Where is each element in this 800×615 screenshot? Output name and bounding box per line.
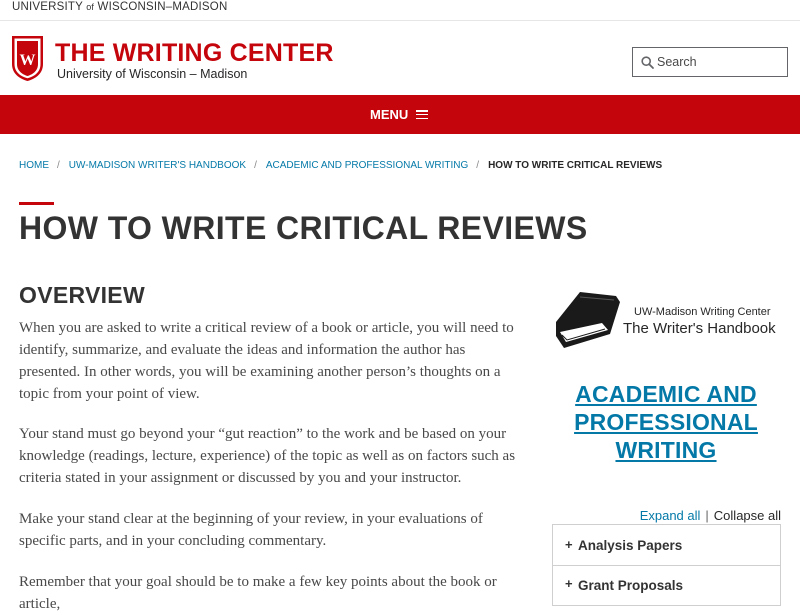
page-title: HOW TO WRITE CRITICAL REVIEWS — [19, 210, 588, 246]
search-input[interactable] — [657, 51, 783, 73]
site-title[interactable]: THE WRITING CENTER — [55, 39, 334, 67]
plus-icon: + — [565, 576, 573, 591]
search-icon[interactable] — [641, 56, 654, 69]
academic-professional-writing-link[interactable]: ACADEMIC AND PROFESSIONAL WRITING — [574, 381, 758, 463]
handbook-line-2: The Writer's Handbook — [623, 320, 776, 337]
site-subtitle: University of Wisconsin – Madison — [57, 67, 248, 81]
menu-button[interactable] — [370, 107, 428, 122]
accordion-item-grant-proposals[interactable] — [552, 566, 781, 606]
search-box — [632, 47, 788, 77]
main-menu-bar — [0, 95, 800, 134]
expand-collapse-controls — [552, 508, 781, 523]
accordion-label: Grant Proposals — [578, 578, 684, 593]
breadcrumb-separator: / — [57, 160, 60, 171]
accordion-label: Analysis Papers — [578, 538, 683, 553]
collapse-all-button[interactable]: Collapse all — [713, 508, 781, 523]
paragraph-3: Make your stand clear at the beginning of your review, in your evaluations of specific parts, and in your concluding commentary. — [19, 511, 483, 549]
paragraph-2: Your stand must go beyond your “gut reaction” to the work and be based on your knowledge (readings, lecture, experience) of the topic as well as on factors such as criteria stated in your assignment or discussed by you and your instructor. — [19, 426, 516, 486]
uw-crest-icon[interactable] — [11, 34, 44, 82]
university-top-bar — [0, 0, 800, 21]
breadcrumb-separator: / — [254, 160, 257, 171]
handbook-book-icon[interactable] — [552, 290, 624, 354]
plus-icon: + — [565, 537, 573, 552]
breadcrumb-current: HOW TO WRITE CRITICAL REVIEWS — [488, 160, 663, 171]
hamburger-icon — [416, 110, 428, 119]
paragraph-1: When you are asked to write a critical review of a book or article, you will need to identify, summarize, and evaluate the ideas and information the author has presented. In other words, you will be examining another person’s thoughts on a topic from your point of view. — [19, 320, 514, 402]
paragraph-4: Remember that your goal should be to make a few key points about the book or article, — [19, 574, 497, 612]
site-header — [0, 22, 800, 95]
breadcrumb-home[interactable]: HOME — [19, 160, 49, 171]
expand-separator: | — [705, 508, 709, 523]
expand-all-button[interactable]: Expand all — [639, 508, 701, 523]
breadcrumb-handbook[interactable]: UW-MADISON WRITER'S HANDBOOK — [68, 160, 247, 171]
university-home-link[interactable]: UNIVERSITY of WISCONSIN–MADISON — [12, 1, 228, 13]
title-accent-rule — [19, 202, 54, 205]
crest-letter: W — [19, 52, 36, 69]
accordion-item-analysis-papers[interactable] — [552, 524, 781, 566]
handbook-line-1: UW-Madison Writing Center — [634, 306, 771, 318]
breadcrumb-separator: / — [476, 160, 480, 171]
breadcrumb-academic-writing[interactable]: ACADEMIC AND PROFESSIONAL WRITING — [265, 160, 469, 171]
breadcrumb — [19, 160, 662, 171]
menu-label: MENU — [370, 107, 409, 122]
overview-heading: OVERVIEW — [19, 282, 145, 308]
